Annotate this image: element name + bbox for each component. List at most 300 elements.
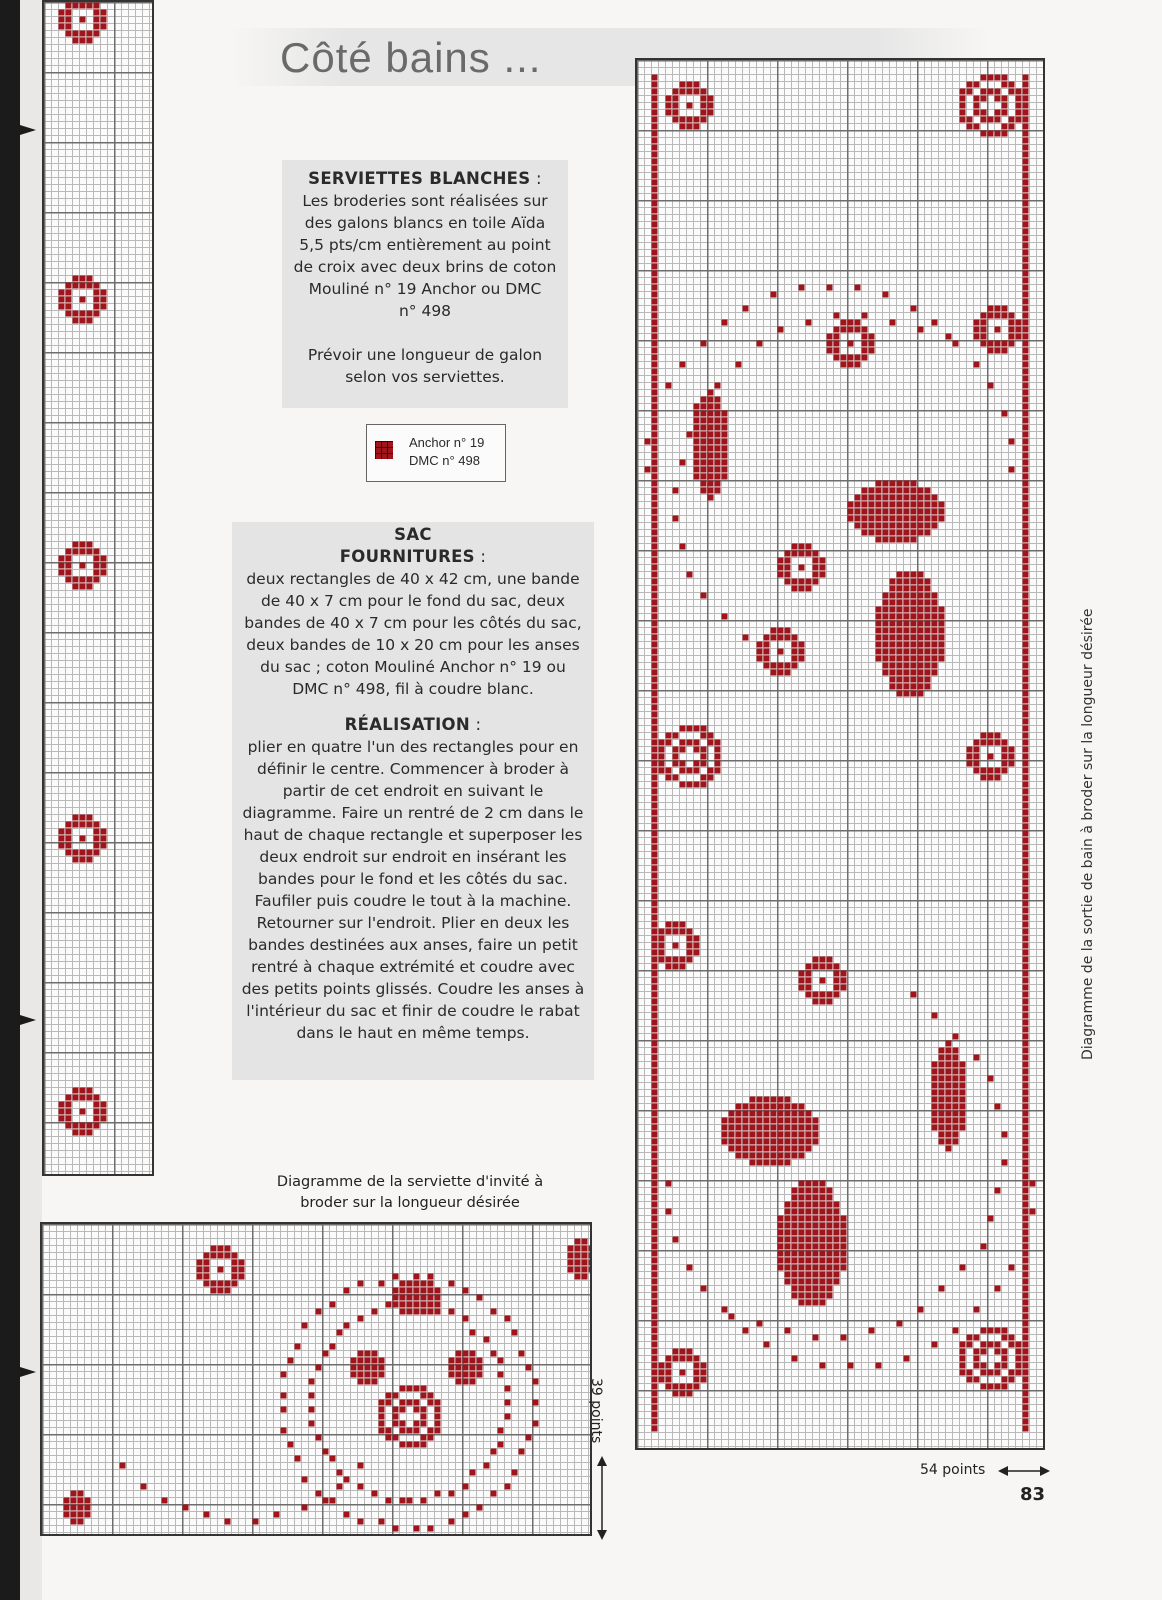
stitch-cell [652,1118,658,1124]
stitch-cell [981,1349,987,1355]
stitch-cell [652,1160,658,1166]
stitch-cell [575,1246,581,1252]
stitch-cell [701,439,707,445]
stitch-cell [407,1386,413,1392]
stitch-cell [883,642,889,648]
stitch-cell [652,1244,658,1250]
stitch-cell [813,1139,819,1145]
stitch-cell [73,1095,79,1101]
stitch-cell [101,1116,107,1122]
stitch-cell [918,677,924,683]
stitch-cell [645,439,651,445]
stitch-cell [904,495,910,501]
stitch-cell [785,565,791,571]
stitch-cell [792,1286,798,1292]
stitch-cell [995,1384,1001,1390]
stitch-cell [785,572,791,578]
stitch-cell [960,1125,966,1131]
stitch-cell [792,642,798,648]
stitch-cell [960,1356,966,1362]
stitch-cell [890,677,896,683]
stitch-cell [876,481,882,487]
stitch-cell [652,607,658,613]
stitch-cell [806,579,812,585]
stitch-cell [1002,1160,1008,1166]
stitch-cell [73,1130,79,1136]
stitch-cell [666,964,672,970]
stitch-cell [652,880,658,886]
stitch-cell [1023,684,1029,690]
stitch-cell [680,117,686,123]
stitch-cell [680,747,686,753]
stitch-cell [848,502,854,508]
stitch-cell [73,31,79,37]
stitch-cell [932,621,938,627]
stitch-cell [897,495,903,501]
stitch-cell [652,1006,658,1012]
stitch-cell [701,747,707,753]
stitch-cell [806,1195,812,1201]
stitch-cell [841,971,847,977]
stitch-cell [80,17,86,23]
stitch-cell [1023,824,1029,830]
stitch-cell [792,1237,798,1243]
stitch-cell [582,1239,588,1245]
stitch-cell [988,1216,994,1222]
stitch-cell [911,642,917,648]
stitch-cell [1016,327,1022,333]
stitch-cell [960,1111,966,1117]
fournitures-line: DMC n° 498, fil à coudre blanc. [292,680,534,698]
stitch-cell [792,1118,798,1124]
stitch-cell [743,1132,749,1138]
stitch-cell [652,901,658,907]
stitch-cell [218,1253,224,1259]
stitch-cell [101,17,107,23]
stitch-cell [652,460,658,466]
stitch-cell [652,929,658,935]
stitch-cell [827,999,833,1005]
realisation-line: Faufiler puis coudre le tout à la machine. [254,892,572,910]
stitch-cell [652,131,658,137]
stitch-cell [925,586,931,592]
stitch-cell [897,586,903,592]
center-mark-arrow [20,1367,36,1377]
stitch-cell [87,31,93,37]
serviettes-note: Prévoir une longueur de galon [307,346,543,364]
stitch-cell [281,1372,287,1378]
stitch-cell [911,516,917,522]
stitch-cell [806,1300,812,1306]
stitch-cell [988,768,994,774]
stitch-cell [666,740,672,746]
stitch-cell [820,999,826,1005]
stitch-cell [911,663,917,669]
stitch-cell [372,1379,378,1385]
stitch-cell [820,1216,826,1222]
stitch-cell [890,635,896,641]
stitch-cell [813,1216,819,1222]
stitch-cell [932,1062,938,1068]
stitch-cell [589,1246,591,1252]
serviettes-line: de croix avec deux brins de coton [293,258,557,276]
stitch-cell [953,1062,959,1068]
stitch-cell [470,1372,476,1378]
stitch-cell [80,318,86,324]
stitch-cell [701,733,707,739]
stitch-cell [806,971,812,977]
stitch-cell [652,761,658,767]
stitch-cell [652,313,658,319]
stitch-cell [792,1230,798,1236]
stitch-cell [652,1216,658,1222]
stitch-cell [344,1477,350,1483]
stitch-cell [813,1293,819,1299]
stitch-cell [820,964,826,970]
stitch-cell [73,850,79,856]
stitch-cell [806,586,812,592]
stitch-cell [652,1286,658,1292]
stitch-cell [309,1407,315,1413]
stitch-cell [80,822,86,828]
stitch-cell [911,600,917,606]
stitch-cell [652,1223,658,1229]
stitch-cell [1023,572,1029,578]
stitch-cell [911,621,917,627]
stitch-cell [652,1181,658,1187]
stitch-cell [652,922,658,928]
stitch-cell [463,1484,469,1490]
stitch-cell [974,1307,980,1313]
stitch-cell [939,635,945,641]
stitch-cell [897,635,903,641]
stitch-cell [73,3,79,9]
stitch-cell [1016,1349,1022,1355]
stitch-cell [701,593,707,599]
stitch-cell [925,656,931,662]
stitch-cell [80,31,86,37]
stitch-cell [673,943,679,949]
stitch-cell [848,355,854,361]
stitch-cell [834,355,840,361]
stitch-cell [834,964,840,970]
realisation-line: partir de cet endroit en suivant le [282,782,544,800]
stitch-cell [890,579,896,585]
stitch-cell [673,1356,679,1362]
stitch-cell [652,397,658,403]
stitch-cell [1023,397,1029,403]
stitch-cell [582,1274,588,1280]
stitch-cell [953,1048,959,1054]
stitch-cell [715,761,721,767]
stitch-cell [974,1055,980,1061]
stitch-cell [1023,1041,1029,1047]
stitch-cell [652,194,658,200]
stitch-cell [883,292,889,298]
stitch-cell [59,17,65,23]
stitch-cell [71,1512,77,1518]
stitch-cell [890,649,896,655]
stitch-cell [869,530,875,536]
stitch-cell [729,1118,735,1124]
stitch-cell [813,1244,819,1250]
stitch-cell [778,1125,784,1131]
stitch-cell [589,1267,591,1273]
points-54-label: 54 points [920,1462,986,1478]
stitch-cell [897,481,903,487]
stitch-cell [960,103,966,109]
stitch-cell [715,397,721,403]
stitch-cell [820,1279,826,1285]
stitch-cell [897,516,903,522]
stitch-cell [974,124,980,130]
stitch-cell [911,677,917,683]
stitch-cell [974,334,980,340]
stitch-cell [66,1116,72,1122]
stitch-cell [890,320,896,326]
stitch-cell [1023,1265,1029,1271]
stitch-cell [652,551,658,557]
stitch-cell [407,1295,413,1301]
stitch-cell [876,530,882,536]
stitch-cell [680,460,686,466]
serviettes-instructions-panel [282,160,568,408]
stitch-cell [1023,1083,1029,1089]
stitch-cell [925,600,931,606]
stitch-cell [813,579,819,585]
stitch-cell [652,838,658,844]
stitch-cell [400,1442,406,1448]
stitch-cell [792,1272,798,1278]
stitch-cell [1023,1412,1029,1418]
stitch-cell [785,1139,791,1145]
stitch-cell [960,1118,966,1124]
stitch-cell [792,1209,798,1215]
stitch-cell [855,285,861,291]
stitch-cell [372,1372,378,1378]
stitch-cell [652,817,658,823]
stitch-cell [1002,124,1008,130]
stitch-cell [1023,180,1029,186]
stitch-cell [757,649,763,655]
stitch-cell [820,1293,826,1299]
stitch-cell [1023,1377,1029,1383]
stitch-cell [477,1358,483,1364]
stitch-cell [918,586,924,592]
stitch-cell [911,579,917,585]
stitch-cell [428,1295,434,1301]
stitch-cell [946,334,952,340]
stitch-cell [351,1358,357,1364]
stitch-cell [701,453,707,459]
stitch-cell [869,495,875,501]
stitch-cell [708,411,714,417]
stitch-cell [743,1139,749,1145]
stitch-cell [428,1288,434,1294]
stitch-cell [73,549,79,555]
stitch-cell [778,1251,784,1257]
stitch-cell [407,1442,413,1448]
stitch-cell [652,964,658,970]
stitch-cell [652,250,658,256]
stitch-cell [1009,467,1015,473]
stitch-cell [708,474,714,480]
stitch-cell [778,1265,784,1271]
stitch-cell [687,432,693,438]
stitch-cell [820,558,826,564]
stitch-cell [204,1281,210,1287]
stitch-cell [66,843,72,849]
stitch-cell [1023,768,1029,774]
stitch-cell [652,495,658,501]
stitch-cell [1023,985,1029,991]
stitch-cell [799,551,805,557]
stitch-cell [372,1358,378,1364]
stitch-cell [918,1307,924,1313]
stitch-cell [995,740,1001,746]
stitch-cell [652,537,658,543]
stitch-cell [771,1118,777,1124]
stitch-cell [101,290,107,296]
stitch-cell [1016,334,1022,340]
stitch-cell [883,621,889,627]
stitch-cell [435,1428,441,1434]
stitch-cell [932,1097,938,1103]
stitch-cell [414,1526,420,1532]
stitch-cell [1023,551,1029,557]
stitch-cell [799,544,805,550]
stitch-cell [813,964,819,970]
stitch-cell [841,1251,847,1257]
stitch-cell [652,1370,658,1376]
stitch-cell [673,929,679,935]
stitch-cell [652,740,658,746]
stitch-cell [939,509,945,515]
stitch-cell [659,761,665,767]
stitch-cell [652,446,658,452]
stitch-cell [652,1174,658,1180]
stitch-cell [652,1328,658,1334]
stitch-cell [1023,1020,1029,1026]
stitch-cell [918,488,924,494]
stitch-cell [1023,852,1029,858]
stitch-cell [652,376,658,382]
stitch-cell [652,1335,658,1341]
stitch-cell [386,1428,392,1434]
stitch-cell [680,964,686,970]
stitch-cell [820,1300,826,1306]
stitch-cell [414,1400,420,1406]
stitch-cell [820,1223,826,1229]
stitch-cell [708,768,714,774]
stitch-cell [393,1295,399,1301]
stitch-cell [694,1363,700,1369]
stitch-cell [211,1281,217,1287]
stitch-cell [897,600,903,606]
stitch-cell [925,593,931,599]
stitch-cell [652,1153,658,1159]
stitch-cell [974,327,980,333]
stitch-cell [792,1188,798,1194]
stitch-cell [204,1253,210,1259]
stitch-cell [806,1251,812,1257]
stitch-cell [323,1449,329,1455]
stitch-cell [666,733,672,739]
stitch-cell [652,985,658,991]
stitch-cell [960,1069,966,1075]
stitch-cell [1023,278,1029,284]
stitch-cell [680,124,686,130]
stitch-cell [652,845,658,851]
stitch-cell [1023,908,1029,914]
stitch-cell [463,1288,469,1294]
stitch-cell [652,992,658,998]
stitch-cell [694,1370,700,1376]
sac-instructions-panel [232,522,594,1080]
stitch-cell [421,1281,427,1287]
stitch-cell [687,1265,693,1271]
stitch-cell [883,649,889,655]
stitch-cell [400,1302,406,1308]
stitch-cell [813,572,819,578]
stitch-cell [652,271,658,277]
stitch-cell [813,957,819,963]
stitch-cell [652,516,658,522]
stitch-cell [1023,390,1029,396]
stitch-cell [736,1132,742,1138]
stitch-cell [66,556,72,562]
stitch-cell [771,635,777,641]
stitch-cell [687,1384,693,1390]
stitch-cell [694,439,700,445]
stitch-cell [841,320,847,326]
stitch-cell [94,304,100,310]
stitch-cell [729,1146,735,1152]
stitch-cell [995,306,1001,312]
stitch-cell [953,1090,959,1096]
stitch-cell [1002,747,1008,753]
stitch-cell [722,432,728,438]
stitch-cell [1023,873,1029,879]
stitch-cell [687,1356,693,1362]
stitch-cell [918,635,924,641]
stitch-cell [1023,978,1029,984]
stitch-cell [1023,1153,1029,1159]
stitch-cell [652,600,658,606]
stitch-cell [764,1104,770,1110]
stitch-cell [967,747,973,753]
stitch-cell [778,572,784,578]
stitch-cell [645,467,651,473]
stitch-cell [953,1034,959,1040]
stitch-cell [80,549,86,555]
stitch-cell [1023,1244,1029,1250]
stitch-cell [428,1393,434,1399]
stitch-cell [673,964,679,970]
stitch-cell [568,1246,574,1252]
stitch-cell [80,836,86,842]
stitch-cell [722,1125,728,1131]
stitch-cell [393,1393,399,1399]
stitch-cell [1023,1006,1029,1012]
stitch-cell [73,542,79,548]
stitch-cell [736,1146,742,1152]
stitch-cell [778,1104,784,1110]
stitch-cell [820,1237,826,1243]
stitch-cell [589,1260,591,1266]
stitch-cell [827,1195,833,1201]
stitch-cell [925,642,931,648]
